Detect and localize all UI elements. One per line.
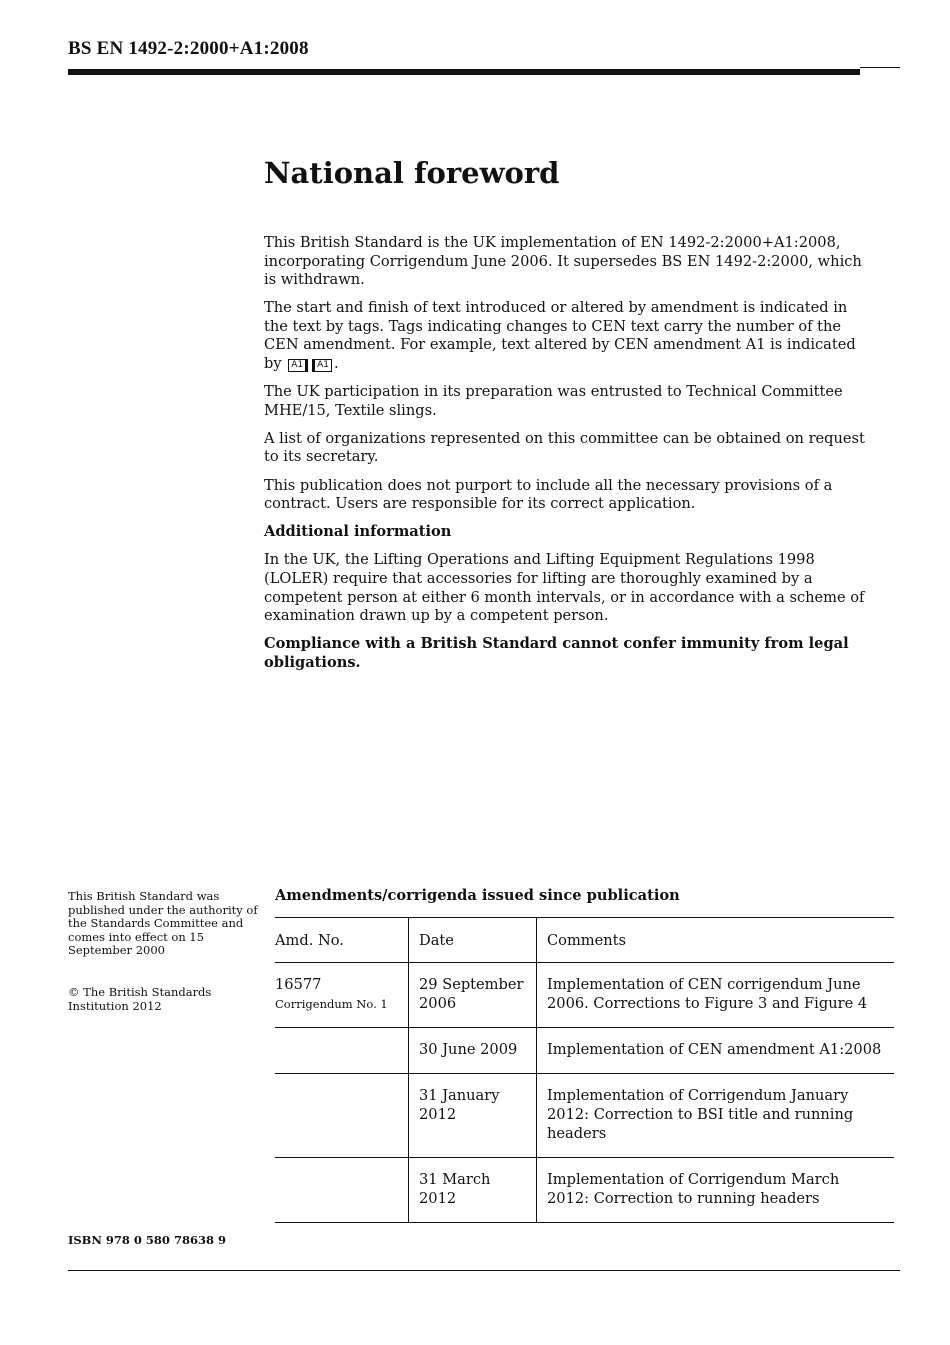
- paragraph-contract: This publication does not purport to include all the necessary provisions of a contract. Users are responsible for its correct application.: [264, 476, 833, 513]
- amendment-open-tag-icon: A1: [288, 359, 308, 372]
- isbn: ISBN 978 0 580 78638 9: [68, 1233, 226, 1247]
- table-row: [275, 1158, 894, 1223]
- copyright-note: © The British Standards Institution 2012: [68, 984, 212, 1013]
- amd-no: 16577: [275, 976, 322, 993]
- subheading-additional-information: Additional information: [264, 523, 452, 541]
- table-row: [275, 1028, 894, 1074]
- running-header-doc-id: BS EN 1492-2:2000+A1:2008: [68, 38, 309, 59]
- date-cell: 31 January 2012: [409, 1074, 537, 1158]
- amd-no-cell: [275, 1074, 409, 1158]
- column-header-comments: Comments: [537, 918, 895, 963]
- amd-no-cell: [275, 1028, 409, 1074]
- amd-no-cell: [275, 1158, 409, 1223]
- comments-cell: Implementation of CEN amendment A1:2008: [537, 1028, 895, 1074]
- table-row: [275, 1074, 894, 1158]
- amendments-table: [275, 917, 894, 1223]
- amd-no-cell: [275, 963, 409, 1028]
- footer-rule: [68, 1270, 900, 1271]
- amendments-header-row: [275, 918, 894, 963]
- paragraph-implementation: This British Standard is the UK implementation of EN 1492-2:2000+A1:2008, incorporating Corrigendum June 2006. It supersedes BS EN 1492-2:2000, which is withdrawn.: [264, 234, 862, 289]
- header-rule-thick: [68, 69, 860, 75]
- paragraph-amendment-tags-end: .: [334, 355, 339, 373]
- comments-cell: Implementation of CEN corrigendum June 2006. Corrections to Figure 3 and Figure 4: [537, 963, 895, 1028]
- publication-note: This British Standard was published under the authority of the Standards Committee and comes into effect on 15 September 2000: [68, 889, 258, 958]
- paragraph-organizations: A list of organizations represented on this committee can be obtained on request to its secretary.: [264, 429, 865, 466]
- paragraph-compliance: Compliance with a British Standard cannot confer immunity from legal obligations.: [264, 635, 849, 671]
- page-title: National foreword: [264, 156, 560, 190]
- publication-sidebar: [68, 890, 258, 1041]
- paragraph-amendment-tags-text: The start and finish of text introduced or altered by amendment is indicated in the text by tags. Tags indicating changes to CEN text carry the number of the CEN amendment. For example, text altered by CEN amendment A1 is indicated by: [264, 299, 856, 373]
- comments-cell: Implementation of Corrigendum January 2012: Correction to BSI title and running headers: [537, 1074, 895, 1158]
- table-row: [275, 963, 894, 1028]
- foreword-body: [264, 234, 868, 682]
- header-rule-thin: [860, 67, 900, 68]
- paragraph-committee: The UK participation in its preparation was entrusted to Technical Committee MHE/15, Textile slings.: [264, 383, 843, 419]
- amendments-heading: Amendments/corrigenda issued since publication: [275, 887, 680, 904]
- amendment-close-tag-icon: A1: [312, 359, 332, 372]
- comments-cell: Implementation of Corrigendum March 2012: Correction to running headers: [537, 1158, 895, 1223]
- column-header-date: Date: [409, 918, 537, 963]
- paragraph-loler: In the UK, the Lifting Operations and Lifting Equipment Regulations 1998 (LOLER) require that accessories for lifting are thoroughly examined by a competent person at either 6 month intervals, or in accordance with a scheme of examination drawn up by a competent person.: [264, 551, 865, 625]
- column-header-amd-no: Amd. No.: [275, 918, 409, 963]
- date-cell: 31 March 2012: [409, 1158, 537, 1223]
- amd-note: Corrigendum No. 1: [275, 997, 388, 1011]
- date-cell: 29 September 2006: [409, 963, 537, 1028]
- paragraph-amendment-tags: [264, 299, 868, 373]
- date-cell: 30 June 2009: [409, 1028, 537, 1074]
